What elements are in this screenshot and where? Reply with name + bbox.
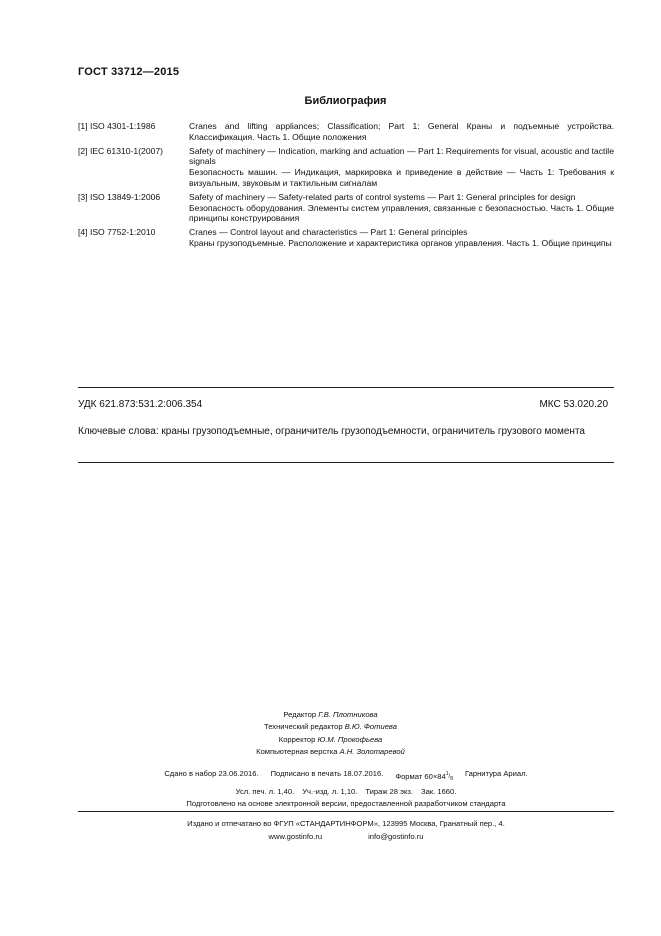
order-number: Зак. 1660.	[421, 786, 457, 796]
print-run: Тираж 28 экз.	[365, 786, 413, 796]
entry-ref: [1] ISO 4301-1:1986	[78, 121, 156, 131]
entry-text: Cranes and lifting appliances; Classification; Part 1: General Краны и подъемные устройства. Классификация. Часть 1. Общие положения	[189, 121, 614, 142]
publisher-email[interactable]: info@gostinfo.ru	[368, 832, 424, 841]
print-sheets: Усл. печ. л. 1,40.	[235, 786, 295, 796]
signed-date: Подписано в печать 18.07.2016.	[270, 769, 384, 778]
format-numerator: 1	[445, 771, 449, 777]
font-info: Гарнитура Ариал.	[464, 769, 528, 778]
divider-top	[78, 387, 614, 388]
credit-role: Редактор	[283, 710, 317, 719]
publishing-row-2	[78, 786, 614, 799]
credit-name: Г.В. Плотникова	[318, 710, 378, 719]
publisher-block	[78, 817, 614, 843]
sent-date: Сдано в набор 23.06.2016.	[164, 769, 259, 778]
entry-text: Безопасность машин. — Индикация, маркировка и приведение в действие — Часть 1: Требования к визуальным, звуковым и тактильным сигналам	[189, 167, 614, 188]
entry-ref: [3] ISO 13849-1:2006	[78, 191, 161, 202]
entry-text: Cranes — Control layout and characteristics — Part 1: General principles	[189, 227, 468, 238]
prepared-note: Подготовлено на основе электронной версии, предоставленной разработчиком стандарта	[186, 799, 506, 809]
bibliography-list	[78, 121, 614, 252]
entry-text: Safety of machinery — Safety-related parts of control systems — Part 1: General principles for design	[189, 191, 576, 202]
credit-line	[0, 746, 661, 758]
format-denominator: 8	[450, 776, 453, 783]
format: Формат $60\times 84^1/_8$	[395, 771, 453, 783]
credit-line	[0, 721, 661, 733]
edit-sheets: Уч.-изд. л. 1,10.	[302, 786, 358, 796]
credit-line	[0, 709, 661, 721]
publisher-address: Издано и отпечатано во ФГУП «СТАНДАРТИНФОРМ», 123995 Москва, Гранатный пер., 4.	[187, 819, 505, 828]
udk-code: УДК 621.873:531.2:006.354	[78, 399, 203, 410]
classification-row	[78, 399, 608, 410]
entry-ref: [4] ISO 7752-1:2010	[78, 227, 156, 238]
bibliography-entry	[78, 227, 614, 249]
credit-role: Компьютерная верстка	[256, 746, 338, 756]
mks-code: МКС 53.020.20	[539, 399, 608, 410]
publisher-website[interactable]: www.gostinfo.ru	[268, 832, 323, 841]
bibliography-entry	[78, 192, 614, 224]
bibliography-entry	[78, 146, 614, 189]
credit-role: Корректор	[278, 734, 316, 744]
credit-line	[0, 734, 661, 746]
bibliography-entry	[78, 121, 614, 143]
divider-footer	[78, 811, 614, 812]
entry-text: Краны грузоподъемные. Расположение и характеристика органов управления. Часть 1. Общие принципы	[189, 237, 612, 248]
entry-ref: [2] IEC 61310-1(2007)	[78, 145, 164, 156]
publishing-row-1	[78, 768, 614, 786]
divider-bottom	[78, 462, 614, 463]
credits-block	[0, 709, 661, 758]
credit-name: Ю.М. Прокофьева	[317, 734, 383, 744]
credit-name: В.Ю. Фотиева	[344, 722, 397, 732]
credit-name: А.Н. Золотаревой	[339, 746, 405, 756]
publishing-row-3	[78, 798, 614, 811]
publishing-info	[78, 768, 614, 811]
standard-header: ГОСТ 33712—2015	[78, 66, 180, 78]
entry-text: Safety of machinery — Indication, marking and actuation — Part 1: Requirements for visual, acoustic and tactile signals	[189, 145, 614, 167]
keywords: Ключевые слова: краны грузоподъемные, ограничитель грузоподъемности, ограничитель грузового момента	[78, 426, 585, 437]
bibliography-title: Библиография	[304, 95, 387, 107]
credit-role: Технический редактор	[264, 722, 343, 732]
entry-text: Безопасность оборудования. Элементы систем управления, связанные с безопасностью. Часть 1. Общие принципы конструирования	[189, 202, 614, 224]
